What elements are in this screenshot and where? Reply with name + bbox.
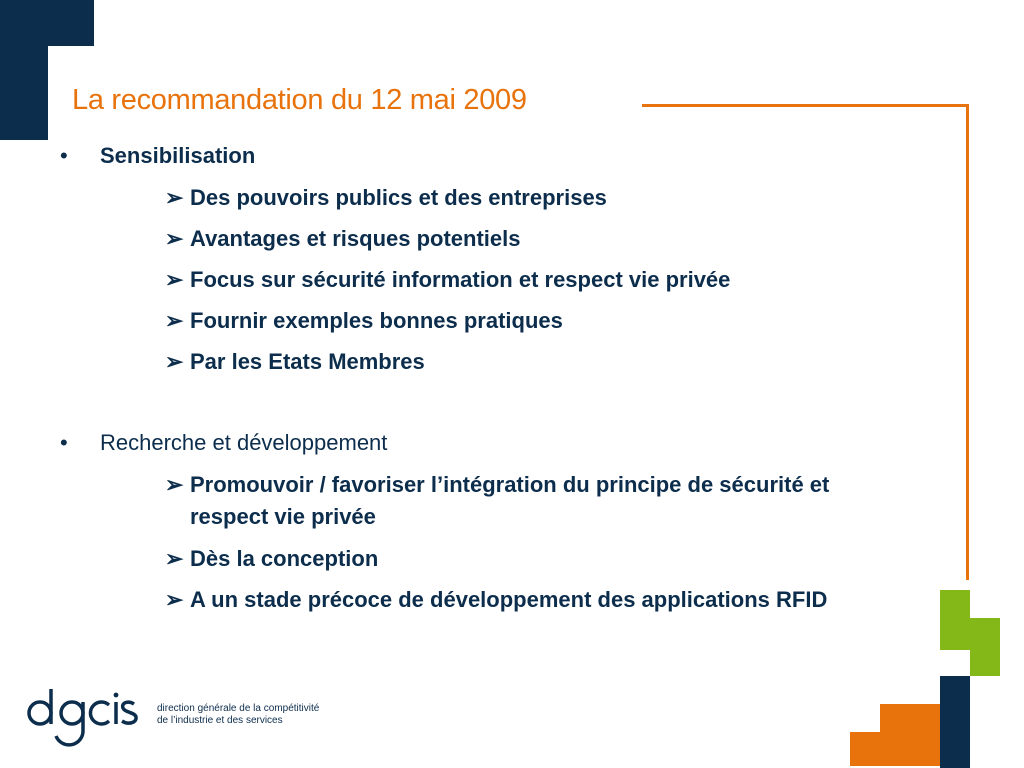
list-item-text: Avantages et risques potentiels [190, 226, 521, 251]
decor-navy-bottom-right [940, 676, 970, 704]
decor-orange-right [880, 704, 940, 766]
section-heading-text: Recherche et développement [100, 430, 388, 455]
logo-tagline [157, 703, 319, 727]
section-heading-sensibilisation [60, 143, 255, 169]
arrow-bullet-icon: ➢ [165, 226, 184, 251]
bullet-dot: • [60, 143, 68, 168]
decor-green-bottom [970, 618, 1000, 676]
section-heading-text: Sensibilisation [100, 143, 256, 168]
arrow-bullet-icon: ➢ [165, 349, 184, 374]
logo-tagline-line1: direction générale de la compétitivité [157, 703, 320, 714]
arrow-bullet-icon: ➢ [165, 546, 184, 571]
title-frame-right-line [966, 104, 969, 580]
logo-tagline-line2: de l’industrie et des services [157, 715, 283, 726]
decor-navy-top-left [0, 0, 48, 140]
arrow-bullet-icon: ➢ [165, 587, 184, 612]
arrow-bullet-icon: ➢ [165, 185, 184, 210]
title-frame-top-line [642, 104, 968, 107]
list-item [165, 305, 945, 337]
arrow-bullet-icon: ➢ [165, 308, 184, 333]
bullet-dot: • [60, 430, 68, 455]
list-item-text: Promouvoir / favoriser l’intégration du principe de sécurité et respect vie privée [190, 472, 830, 529]
list-item [165, 182, 945, 214]
list-item-text: Des pouvoirs publics et des entreprises [190, 185, 607, 210]
slide-title: La recommandation du 12 mai 2009 [72, 84, 527, 116]
list-item-text: Focus sur sécurité information et respect vie privée [190, 267, 731, 292]
list-item [165, 264, 945, 296]
list-item [165, 584, 950, 616]
list-item [165, 346, 945, 378]
dgcis-logo [26, 686, 146, 756]
decor-navy-top [48, 0, 94, 46]
decor-orange-left [850, 732, 880, 766]
list-item [165, 543, 945, 575]
list-item [165, 469, 880, 533]
list-item-text: A un stade précoce de développement des applications RFID [190, 587, 828, 612]
list-item [165, 223, 945, 255]
decor-navy-bottom-left [940, 704, 970, 768]
list-item-text: Fournir exemples bonnes pratiques [190, 308, 563, 333]
arrow-bullet-icon: ➢ [165, 472, 184, 497]
list-item-text: Dès la conception [190, 546, 379, 571]
list-item-text: Par les Etats Membres [190, 349, 425, 374]
arrow-bullet-icon: ➢ [165, 267, 184, 292]
section-heading-recherche [60, 430, 387, 456]
